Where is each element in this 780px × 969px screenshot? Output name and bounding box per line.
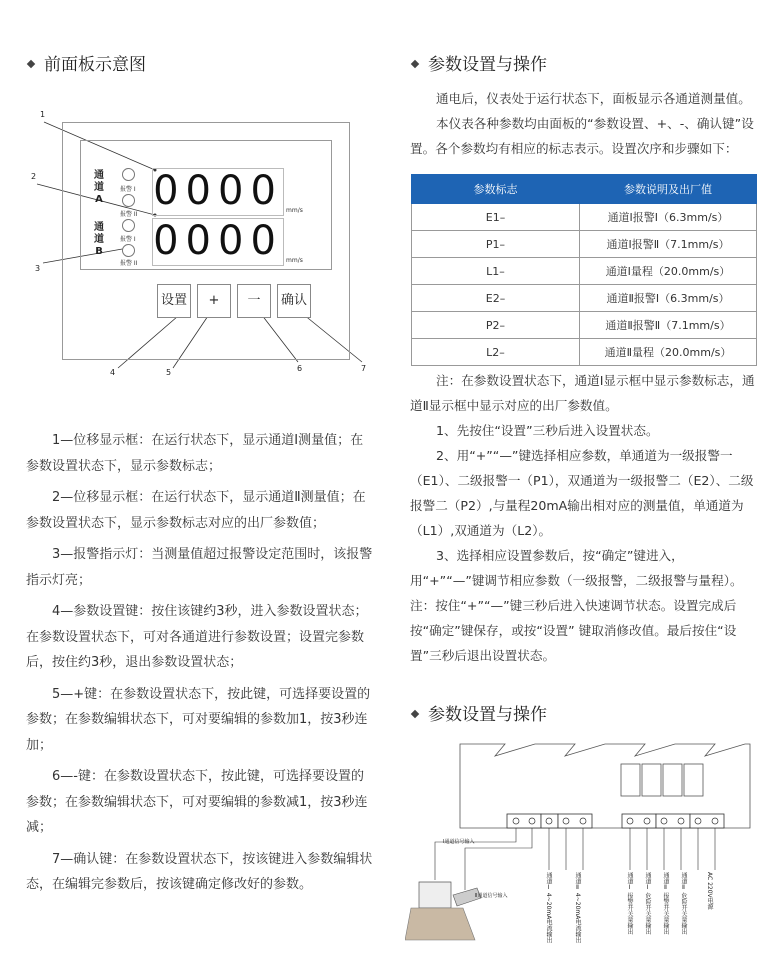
plus-key[interactable]: +: [197, 284, 231, 318]
note-0: 注：在参数设置状态下，通道Ⅰ显示框中显示参数标志，通道Ⅱ显示框中显示对应的出厂参数值。: [410, 373, 755, 413]
table-row: [412, 204, 757, 231]
relay3-label: 通道Ⅱ 报警开关量输出: [662, 872, 669, 935]
params-section-title: 参数设置与操作: [412, 50, 547, 75]
table-row: [412, 312, 757, 339]
unit-a: mm/s: [286, 207, 303, 214]
desc-6: 6—-键：在参数设置状态下，按此键，可选择要设置的参数；在参数编辑状态下，可对要编辑的参数减1，按3秒连减；: [26, 769, 368, 835]
intro-text: [410, 86, 758, 161]
callout-3: 3: [35, 264, 41, 273]
cell-desc: 通道Ⅰ量程（20.0mm/s）: [580, 258, 757, 285]
channel-b-label: 通 道 B: [94, 222, 104, 257]
desc-1: 1—位移显示框：在运行状态下，显示通道Ⅰ测量值；在参数设置状态下，显示参数标志；: [26, 433, 364, 474]
table-header-row: [412, 175, 757, 204]
alarm1-label-b: 报警 I: [120, 236, 136, 243]
notes-text: [410, 368, 758, 668]
table-row: [412, 258, 757, 285]
relay2-label: 通道Ⅰ 危险开关量输出: [644, 872, 651, 935]
sensor2-label: Ⅱ通道信号输入: [475, 893, 508, 899]
note-2: 2、用“+”“—”键选择相应参数，单通道为一级报警一（E1）、二级报警一（P1），双通道为一级报警二（E2）、二级报警二（P2）,与量程20mA输出相对应的测量值，单通道为（L1）,双通道为（L2）。: [410, 448, 754, 538]
callout-7: 7: [361, 364, 367, 373]
desc-5: 5—+键：在参数设置状态下，按此键，可选择要设置的参数；在参数编辑状态下，可对要编辑的参数加1，按3秒连加；: [26, 686, 371, 753]
callout-5: 5: [166, 368, 172, 377]
note-3: 3、选择相应设置参数后，按“确定”键进入，用“+”“—”键调节相应参数（一级报警，二级报警与量程）。注：按住“+”“—”键三秒后进入快速调节状态。设置完成后按“确定”键保存，或按“设置” 键取消修改值。最后按住“设置”三秒后退出设置状态。: [410, 548, 743, 663]
desc-3: 3—报警指示灯：当测量值超过报警设定范围时，该报警指示灯亮；: [26, 547, 373, 588]
callout-6: 6: [297, 364, 303, 373]
front-panel-section-title: 前面板示意图: [28, 50, 146, 75]
diamond-bullet-icon: [411, 710, 419, 718]
alarm1-label-a: 报警 I: [120, 186, 136, 193]
table-row: [412, 285, 757, 312]
desc-2: 2—位移显示框：在运行状态下，显示通道Ⅱ测量值；在参数设置状态下，显示参数标志对应的出厂参数值；: [26, 490, 366, 531]
display-channel-b: 0000: [153, 218, 283, 264]
desc-4: 4—参数设置键：按住该键约3秒，进入参数设置状态；在参数设置状态下，可对各通道进行参数设置；设置完参数后，按住约3秒，退出参数设置状态；: [26, 604, 368, 670]
out2-label: 通道Ⅱ 4~20mA电流输出: [574, 872, 581, 944]
cell-desc: 通道Ⅰ报警Ⅰ（6.3mm/s）: [580, 204, 757, 231]
parameter-table: [411, 174, 757, 366]
alarm-led-a2: [122, 194, 135, 207]
cell-flag: P2–: [412, 312, 580, 339]
sensor1-label: Ⅰ通道信号输入: [443, 839, 475, 845]
intro-2: 本仪表各种参数均由面板的“参数设置、+、-、确认键”设置。各个参数均有相应的标志表示。设置次序和步骤如下：: [410, 116, 754, 156]
cell-flag: P1–: [412, 231, 580, 258]
alarm-led-b1: [122, 219, 135, 232]
cell-flag: L2–: [412, 339, 580, 366]
cell-desc: 通道Ⅱ报警Ⅱ（7.1mm/s）: [580, 312, 757, 339]
key-descriptions: [26, 428, 376, 904]
alarm2-label-b: 报警 II: [120, 260, 138, 267]
display-channel-a: 0000: [153, 168, 283, 214]
header-flag: 参数标志: [412, 175, 580, 204]
cell-desc: 通道Ⅱ报警Ⅰ（6.3mm/s）: [580, 285, 757, 312]
callout-2: 2: [31, 172, 37, 181]
wiring-section-title: 参数设置与操作: [412, 700, 547, 725]
cell-flag: E1–: [412, 204, 580, 231]
relay4-label: 通道Ⅱ 危险开关量输出: [680, 872, 687, 935]
out1-label: 通道Ⅰ 4~20mA电流输出: [545, 872, 552, 944]
table-row: [412, 231, 757, 258]
alarm2-label-a: 报警 II: [120, 211, 138, 218]
cell-desc: 通道Ⅰ报警Ⅱ（7.1mm/s）: [580, 231, 757, 258]
terminal-board-drawing: [405, 730, 775, 965]
confirm-key[interactable]: 确认: [277, 284, 311, 318]
set-key[interactable]: 设置: [157, 284, 191, 318]
intro-1: 通电后，仪表处于运行状态下，面板显示各通道测量值。: [436, 91, 751, 106]
cell-flag: L1–: [412, 258, 580, 285]
channel-a-label: 通 道 A: [94, 170, 104, 205]
callout-4: 4: [110, 368, 116, 377]
unit-b: mm/s: [286, 257, 303, 264]
header-desc: 参数说明及出厂值: [580, 175, 757, 204]
alarm-led-b2: [122, 244, 135, 257]
desc-7: 7—确认键：在参数设置状态下，按该键进入参数编辑状态，在编辑完参数后，按该键确定修改好的参数。: [26, 851, 373, 892]
power-label: AC 220V电源: [706, 872, 713, 910]
table-row: [412, 339, 757, 366]
alarm-led-a1: [122, 168, 135, 181]
diamond-bullet-icon: [27, 60, 35, 68]
note-1: 1、先按住“设置”三秒后进入设置状态。: [436, 423, 659, 438]
front-panel-diagram: [0, 100, 390, 380]
wiring-diagram: [405, 730, 775, 965]
callout-1: 1: [40, 110, 46, 119]
relay1-label: 通道Ⅰ 报警开关量输出: [626, 872, 633, 935]
cell-desc: 通道Ⅱ量程（20.0mm/s）: [580, 339, 757, 366]
cell-flag: E2–: [412, 285, 580, 312]
diamond-bullet-icon: [411, 60, 419, 68]
minus-key[interactable]: 一: [237, 284, 271, 318]
